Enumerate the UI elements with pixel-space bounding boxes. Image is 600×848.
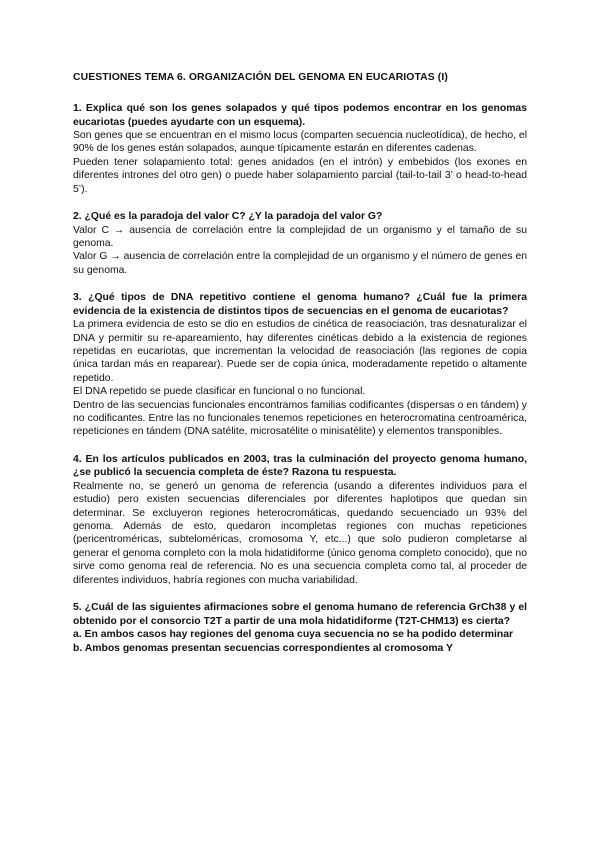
document-title: CUESTIONES TEMA 6. ORGANIZACIÓN DEL GENOMA EN EUCARIOTAS (I) — [73, 72, 448, 83]
answer-paragraph: Valor G → ausencia de correlación entre la complejidad de un organismo y el número de genes en su genoma. — [73, 251, 527, 276]
question-3 — [73, 291, 527, 439]
question-5 — [73, 601, 527, 655]
question-2-answer — [73, 224, 527, 278]
answer-paragraph: Pueden tener solapamiento total: genes anidados (en el intrón) y embebidos (los exones en diferentes intrones del otro gen) o puede haber solapamiento parcial (tail-to-tail 3’ o head-to-head 5’). — [73, 156, 527, 195]
question-4-answer — [73, 480, 527, 587]
option-b: b. Ambos genomas presentan secuencias correspondientes al cromosoma Y — [73, 642, 453, 654]
answer-paragraph: Dentro de las secuencias funcionales encontramos familias codificantes (dispersas o en tándem) y no codificantes. Entre las no funcionales tenemos repeticiones en heterocromatina centroamérica, repeticiones en tándem (DNA satélite, microsatélite o minisatélite) y elementos transponibles. — [73, 399, 527, 438]
answer-paragraph: Valor C → ausencia de correlación entre la complejidad de un organismo y el tamaño de su genoma. — [73, 224, 527, 249]
answer-paragraph: Realmente no, se generó un genoma de referencia (usando a diferentes individuos para el estudio) pero existen secuencias diferenciales por diferentes haplotipos que quedan sin determinar. Se excluyeron regiones heterocromáticas, quedando secuenciado un 93% del genoma. Además de esto, quedaron incompletas regiones con muchas repeticiones (pericentroméricas, subteloméricas, cromosoma Y, etc...) que solo pudieron completarse al generar el genoma completo con la mola hidatidiforme (único genoma completo conocido), que no sirve como genoma real de referencia. No es una secuencia completa como tal, al proceder de diferentes individuos, habría regiones con mucha variabilidad. — [73, 480, 527, 586]
question-3-title: 3. ¿Qué tipos de DNA repetitivo contiene el genoma humano? ¿Cuál fue la primera evidencia de la existencia de distintos tipos de secuencias en el genoma de eucariotas? — [73, 292, 527, 317]
answer-paragraph: Son genes que se encuentran en el mismo locus (comparten secuencia nucleotídica), de hecho, el 90% de los genes están solapados, aunque típicamente estarán en diferentes cadenas. — [73, 130, 527, 155]
question-2 — [73, 210, 527, 277]
question-1 — [73, 102, 527, 196]
option-a: a. En ambos casos hay regiones del genoma cuya secuencia no se ha podido determinar — [73, 629, 514, 641]
question-1-title: 1. Explica qué son los genes solapados y qué tipos podemos encontrar en los genomas eucariotas (puedes ayudarte con un esquema). — [73, 103, 527, 128]
answer-paragraph: La primera evidencia de esto se dio en estudios de cinética de reasociación, tras desnaturalizar el DNA y permitir su re-apareamiento, hay diferentes cinéticas debido a la existencia de regiones repetidas en eucariotas, que incrementan la velocidad de reasociación (las regiones de copia única tardan más en reaparear). Puede ser de copia única, moderadamente repetido o altamente repetido. — [73, 319, 527, 384]
question-4-title: 4. En los artículos publicados en 2003, tras la culminación del proyecto genoma humano, ¿se publicó la secuencia completa de éste? Razona tu respuesta. — [73, 453, 527, 479]
question-3-answer — [73, 318, 527, 439]
question-4 — [73, 453, 527, 587]
question-5-title: 5. ¿Cuál de las siguientes afirmaciones sobre el genoma humano de referencia GrCh38 y el obtenido por el consorcio T2T a partir de una mola hidatidiforme (T2T-CHM13) es cierta? — [73, 602, 527, 627]
answer-paragraph: El DNA repetido se puede clasificar en funcional o no funcional. — [73, 386, 366, 398]
question-1-answer — [73, 129, 527, 196]
question-2-title: 2. ¿Qué es la paradoja del valor C? ¿Y la paradoja del valor G? — [73, 211, 383, 223]
